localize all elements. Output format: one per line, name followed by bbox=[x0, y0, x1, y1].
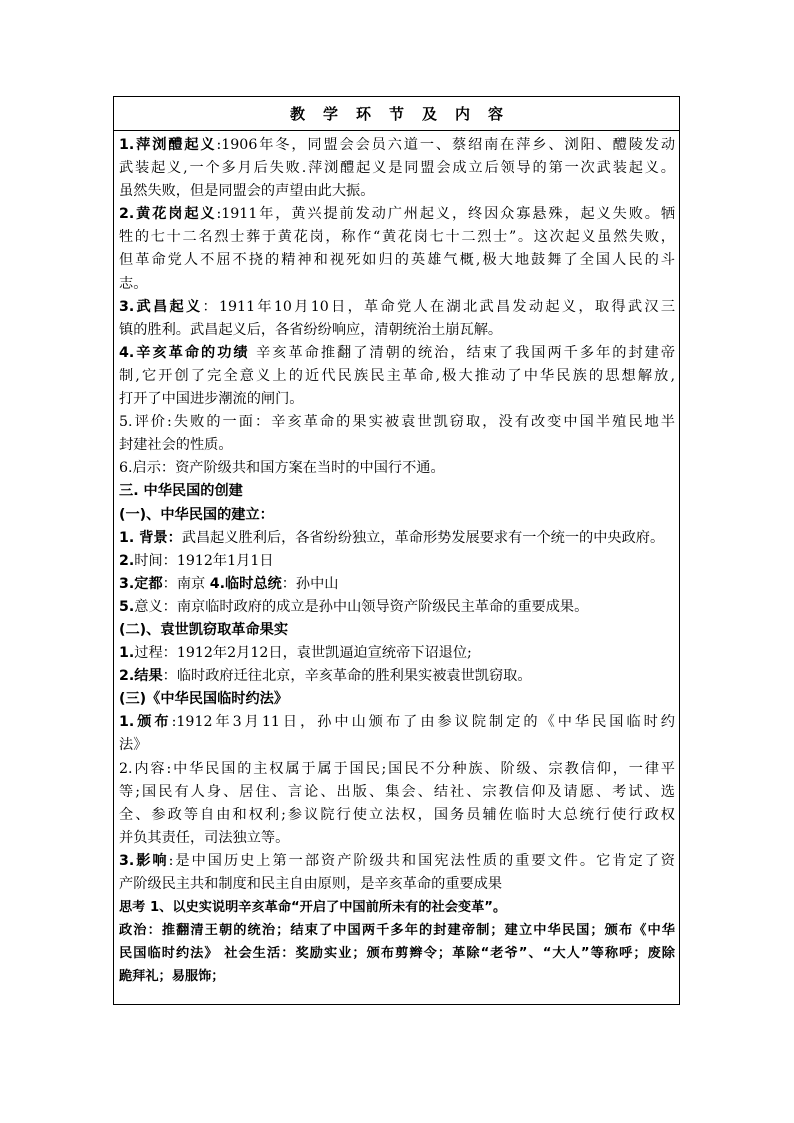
table-header bbox=[114, 97, 679, 131]
text-line bbox=[119, 896, 675, 919]
line-label: 三. 中华民国的创建 bbox=[119, 483, 243, 500]
line-text: 镇的胜利。武昌起义后，各省纷纷响应，清朝统治土崩瓦解。 bbox=[119, 321, 503, 338]
text-line bbox=[119, 134, 675, 157]
line-text: 并负其责任，司法独立等。 bbox=[119, 829, 290, 846]
line-label: (一)、中华民国的建立： bbox=[119, 506, 274, 523]
content-table bbox=[113, 96, 680, 1005]
line-label: 4.辛亥革命的功绩 bbox=[119, 344, 250, 361]
text-line bbox=[119, 388, 675, 411]
text-line bbox=[119, 550, 675, 573]
line-text: :是中国历史上第一部资产阶级共和国宪法性质的重要文件。它肯定了资 bbox=[168, 852, 675, 869]
text-line bbox=[119, 688, 675, 711]
line-text: 产阶级民主共和制度和民主自由原则，是辛亥革命的重要成果 bbox=[119, 876, 503, 892]
line-label: 1.颁布 bbox=[119, 714, 172, 731]
line-text: 2.内容:中华民国的主权属于属于国民;国民不分种族、阶级、宗教信仰，一律平 bbox=[119, 760, 675, 777]
text-line bbox=[119, 273, 675, 296]
line-text: ：孙中山 bbox=[281, 575, 339, 592]
line-text: :1906年冬，同盟会会员六道一、蔡绍南在萍乡、浏阳、醴陵发动 bbox=[216, 137, 675, 153]
line-text: 武昌起义胜利后，各省纷纷独立，革命形势发展要求有一个统一的中央政府。 bbox=[181, 529, 665, 546]
line-label: (三)《中华民国临时约法》 bbox=[119, 691, 289, 708]
line-text: ：临时政府迁往北京，辛亥革命的胜利果实被袁世凯窃取。 bbox=[162, 668, 532, 685]
line-text: 辛亥革命推翻了清朝的统治，结束了我国两千多年的封建帝 bbox=[249, 344, 675, 361]
line-text: 5.评价:失败的一面：辛亥革命的果实被袁世凯窃取，没有改变中国半殖民地半 bbox=[119, 414, 675, 431]
text-line bbox=[119, 919, 675, 942]
text-line bbox=[119, 157, 675, 180]
text-line bbox=[119, 573, 675, 596]
text-line bbox=[119, 804, 675, 827]
text-line bbox=[119, 180, 675, 203]
text-line bbox=[119, 226, 675, 249]
text-line bbox=[119, 527, 675, 550]
text-line bbox=[119, 457, 675, 480]
text-line bbox=[119, 711, 675, 734]
text-line bbox=[119, 734, 675, 757]
line-label: 2. bbox=[119, 552, 135, 569]
line-text: 志。 bbox=[119, 275, 148, 292]
text-line bbox=[119, 365, 675, 388]
text-line bbox=[119, 249, 675, 272]
line-label: (二)、袁世凯窃取革命果实 bbox=[119, 621, 289, 638]
line-text: 打开了中国进步潮流的闸门。 bbox=[119, 391, 304, 408]
text-line bbox=[119, 296, 675, 319]
line-text: 等;国民有人身、居住、言论、出版、集会、结社、宗教信仰及请愿、考试、选 bbox=[119, 783, 675, 800]
line-text: :1911年，黄兴提前发动广州起义，终因众寡悬殊，起义失败。牺 bbox=[216, 206, 675, 223]
text-line bbox=[119, 758, 675, 781]
line-text: 全、参政等自由和权利;参议院行使立法权，国务员辅佐临时大总统行使行政权 bbox=[119, 806, 675, 823]
text-line bbox=[119, 665, 675, 688]
text-line bbox=[119, 781, 675, 804]
text-line bbox=[119, 319, 675, 342]
text-line bbox=[119, 596, 675, 619]
text-line bbox=[119, 504, 675, 527]
line-text: 牲的七十二名烈士葬于黄花岗，称作“黄花岗七十二烈士”。这次起义虽然失败， bbox=[119, 229, 675, 246]
text-line bbox=[119, 873, 675, 896]
line-label: 5. bbox=[119, 598, 135, 615]
line-label: 1. 背景： bbox=[119, 529, 182, 546]
line-label: 3.影响 bbox=[119, 852, 169, 869]
line-label: 跪拜礼；易服饰； bbox=[119, 969, 225, 985]
line-text: :1912年3月11日，孙中山颁布了由参议院制定的《中华民国临时约 bbox=[171, 714, 675, 731]
line-label: 2.结果 bbox=[119, 668, 163, 685]
line-label: 2.黄花岗起义 bbox=[119, 206, 217, 223]
table-header-title: 教学环节及内容 bbox=[289, 105, 521, 123]
line-label: 思考 1、以史实说明辛亥革命“开启了中国前所未有的社会变革”。 bbox=[119, 900, 507, 916]
text-line bbox=[119, 411, 675, 434]
text-line bbox=[119, 203, 675, 226]
line-text: ：1911年10月10日，革命党人在湖北武昌发动起义，取得武汉三 bbox=[202, 298, 675, 315]
text-line bbox=[119, 480, 675, 503]
text-line bbox=[119, 642, 675, 665]
line-text: 武装起义,一个多月后失败.萍浏醴起义是同盟会成立后领导的第一次武装起义。 bbox=[119, 160, 675, 177]
line-label: 4.临时总统 bbox=[209, 575, 282, 592]
line-label: 政治：推翻清王朝的统治；结束了中国两千多年的封建帝制；建立中华民国；颁布《中华 bbox=[119, 923, 675, 939]
line-text: 制,它开创了完全意义上的近代民族民主革命,极大推动了中华民族的思想解放, bbox=[119, 367, 675, 384]
text-line bbox=[119, 942, 675, 965]
line-label: 3.定都 bbox=[119, 575, 163, 592]
line-label: 1.萍浏醴起义 bbox=[119, 137, 217, 153]
line-text: 但革命党人不屈不挠的精神和视死如归的英雄气概,极大地鼓舞了全国人民的斗 bbox=[119, 252, 675, 269]
line-text: 封建社会的性质。 bbox=[119, 437, 233, 454]
text-line bbox=[119, 850, 675, 873]
text-line bbox=[119, 827, 675, 850]
line-label: 3.武昌起义 bbox=[119, 298, 203, 315]
line-text: 法》 bbox=[119, 737, 148, 754]
line-text: 意义：南京临时政府的成立是孙中山领导资产阶级民主革命的重要成果。 bbox=[134, 598, 589, 615]
line-text: 虽然失败，但是同盟会的声望由此大振。 bbox=[119, 183, 375, 200]
line-text: ：南京 bbox=[162, 575, 210, 592]
line-text: 过程：1912年2月12日，袁世凯逼迫宣统帝下诏退位; bbox=[134, 645, 472, 662]
table-content bbox=[114, 131, 679, 988]
line-text: 时间：1912年1月1日 bbox=[134, 552, 274, 569]
text-line bbox=[119, 342, 675, 365]
line-label: 民国临时约法》 社会生活：奖励实业；颁布剪辫令；革除“老爷”、“大人”等称呼；废除 bbox=[119, 946, 675, 962]
text-line bbox=[119, 965, 675, 988]
line-label: 1. bbox=[119, 645, 135, 662]
line-text: 6.启示：资产阶级共和国方案在当时的中国行不通。 bbox=[119, 460, 445, 477]
text-line bbox=[119, 434, 675, 457]
text-line bbox=[119, 619, 675, 642]
